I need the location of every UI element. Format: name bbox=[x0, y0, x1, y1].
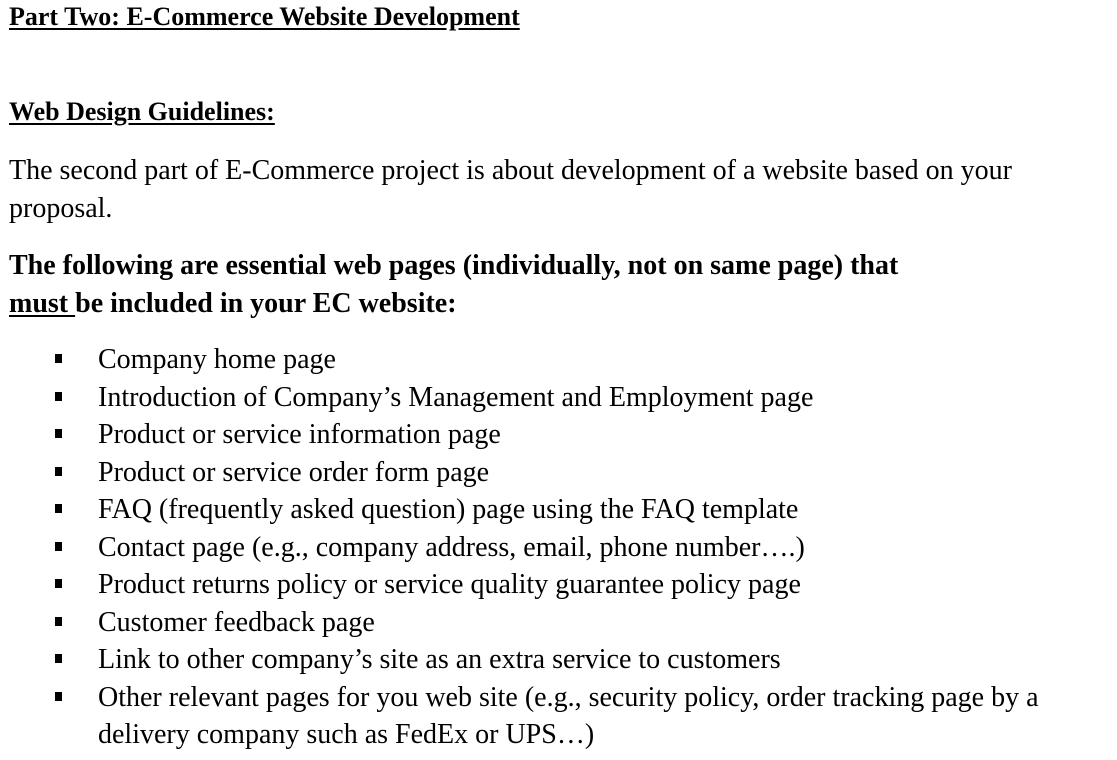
part-title: Part Two: E-Commerce Website Development bbox=[9, 2, 520, 31]
list-item-text: Product returns policy or service quality guarantee policy page bbox=[98, 569, 801, 600]
list-item bbox=[9, 566, 1117, 604]
list-item-text: Link to other company’s site as an extra service to customers bbox=[98, 644, 781, 675]
list-item-text: Contact page (e.g., company address, email, phone number….) bbox=[98, 531, 805, 563]
list-item bbox=[9, 491, 1117, 529]
list-item-text: Company home page bbox=[98, 344, 336, 375]
list-item-text: FAQ (frequently asked question) page using the FAQ template bbox=[98, 494, 799, 525]
list-item bbox=[9, 454, 1117, 492]
must-emphasis: must bbox=[9, 288, 76, 319]
square-bullet-icon bbox=[55, 429, 62, 438]
intro-paragraph: The second part of E-Commerce project is about development of a website based on your proposal. bbox=[9, 155, 1013, 224]
essential-heading-line1: The following are essential web pages (individually, not on same page) that bbox=[9, 250, 899, 281]
list-item bbox=[9, 341, 1117, 379]
list-item-text: Introduction of Company’s Management and Employment page bbox=[98, 381, 814, 413]
square-bullet-icon bbox=[55, 692, 62, 701]
list-item-text: Product or service information page bbox=[98, 419, 501, 450]
square-bullet-icon bbox=[55, 354, 62, 363]
square-bullet-icon bbox=[55, 504, 62, 513]
list-item-text: Product or service order form page bbox=[98, 456, 490, 488]
essential-pages-list bbox=[9, 341, 1117, 754]
essential-pages-heading bbox=[9, 247, 1009, 323]
square-bullet-icon bbox=[55, 392, 62, 401]
list-item-text: Customer feedback page bbox=[98, 606, 375, 638]
list-item bbox=[9, 604, 1117, 642]
square-bullet-icon bbox=[55, 617, 62, 626]
section-title: Web Design Guidelines: bbox=[9, 97, 275, 126]
essential-heading-line2: be included in your EC website: bbox=[75, 288, 457, 319]
list-item bbox=[9, 679, 1117, 754]
square-bullet-icon bbox=[55, 542, 62, 551]
list-item-text: Other relevant pages for you web site (e.g., security policy, order tracking page by a delivery company such as FedEx or UPS…) bbox=[98, 681, 1039, 750]
list-item bbox=[9, 379, 1117, 417]
square-bullet-icon bbox=[55, 467, 62, 476]
square-bullet-icon bbox=[55, 579, 62, 588]
list-item bbox=[9, 641, 1117, 679]
square-bullet-icon bbox=[55, 654, 62, 663]
list-item bbox=[9, 529, 1117, 567]
list-item bbox=[9, 416, 1117, 454]
